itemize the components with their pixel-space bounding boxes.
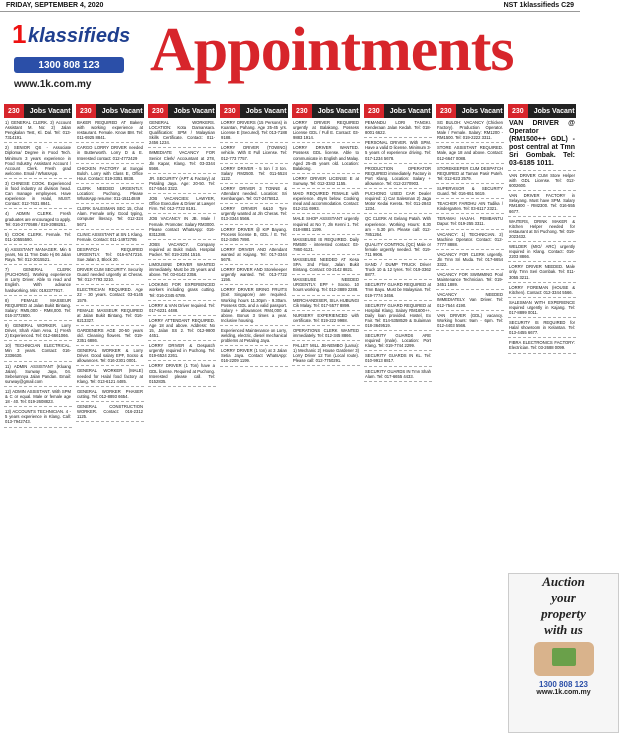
classified-ad[interactable]: OPERATIONS CLERK WANTED immediately. Tel: 012-345 8866.: [292, 326, 360, 341]
auction-promo[interactable]: [508, 573, 619, 733]
classified-ad[interactable]: JR. SECURITY (APT & Factory) at Petaling Jaya. Age: 20-50. Tel: 017-5544 3322.: [148, 174, 216, 194]
classified-ad[interactable]: LORRY & VAN Driver required. Tel: 017-6231 4488.: [148, 301, 216, 316]
classified-ad[interactable]: PUCHONG USED CAR Dealer required: 1) Car Salesman 2) Jaga Motor Kedai Kereta. Tel: 011-2843 1234.: [364, 189, 432, 214]
classified-ad[interactable]: SECURITY GUARDS ARE required (male). Location: Port Klang. Tel: 019-7744 2299.: [364, 331, 432, 351]
page-date: FRIDAY, SEPTEMBER 4, 2020: [6, 2, 104, 9]
classified-ad[interactable]: LORRY DRIVER & Despatch urgently required in Puchong. Tel: 019-6524 2261.: [148, 341, 216, 361]
classified-ad[interactable]: GENERAL WORKER PHASER cutting. Tel: 012-8893 6654.: [76, 387, 144, 402]
column-label: Jobs Vacant: [389, 107, 431, 115]
classified-ad[interactable]: TEACHER FARDHU AIN Tadika / Kindergarten. Tel: 03-6117 2321.: [436, 199, 504, 214]
classified-ad[interactable]: SAND / DUMP TRUCK Driver Truck 10 & 12 tyres. Tel: 019-3362 8877.: [364, 260, 432, 280]
classified-ad[interactable]: GENERAL WORKER (MALE) needed for Halal food factory at Klang. Tel: 013-6121 4485.: [76, 366, 144, 386]
classified-ad[interactable]: SECURITY GUARD REQUIRED at Hospital Klang. Salary RM1600++. Daily loan provided. Hostel, Ex Fair. Tel: 014-5358529 & Sulaiman 018-3649519.: [364, 301, 432, 331]
column-code: 230: [220, 104, 240, 118]
classified-ad[interactable]: CLERK NEEDED URGENTLY. Location: Puchong. Please WhatsApp resume: 011-15114849: [76, 184, 144, 204]
classified-ad[interactable]: 5) COOK CLERK. Female. Tel: 011-10555590.: [4, 230, 72, 245]
classified-ad[interactable]: MASSEUSE IS REQUIRED. Daily RM500 - interested contact: 03-7860 6121.: [292, 235, 360, 255]
classified-ad[interactable]: SECURITY GUARD REQUIRED at Tmn Bayu. Must be Malaysian. Tel: 019-7774 3456.: [364, 280, 432, 300]
hand-money-icon: [534, 642, 594, 676]
classified-ad[interactable]: 6) ASSISTANT MANAGER. Min 5 years, No 11 Tmn Dato Hj 06 Jalan Raya. Tel: 012-3015521.: [4, 245, 72, 265]
classified-ad[interactable]: 8) FEMALE MASSEUR REQUIRED at Jalan Bukit Bintang. Salary: RM5,000 - RM8,000. Tel: 016-3772600.: [4, 296, 72, 321]
column-header: [148, 104, 216, 118]
classified-ad[interactable]: VAN DRIVER @ Operator (RM1500++ GDL) - post central at Tmn Sri Gombak. Tel: 03-6185 1011.: [508, 118, 576, 171]
classified-ad[interactable]: SALESMAN WITH EXPERIENCE required urgently in Kajang. Tel: 017-8899 0011.: [508, 298, 576, 318]
column-6: [364, 104, 432, 733]
classified-ad[interactable]: TERAMAI HAJAH. PEMBANTU Dapur. Tel: 019-255 3311.: [436, 214, 504, 229]
classified-ad[interactable]: SECURITY IS REQUIRED for Halal showroom in Kelantan. Tel: 013-4455 6677.: [508, 318, 576, 338]
classified-ad[interactable]: LORRY DRIVER (1 Ton) have a GDL license. Required at Puchong. Interested please call. Tel: 0152835.: [148, 361, 216, 386]
classified-ad[interactable]: WAITERS, DRINK MAKER & Kitchen Helper needed for restaurant at Sri Puchong. Tel: 019-2023432.: [508, 217, 576, 242]
classified-ad[interactable]: PERSONAL DRIVER. With SPM. Have a valid D license. Minimum 3-5 years of experience driving. Tel: 017-1234 5678.: [364, 138, 432, 163]
classified-ad[interactable]: 12) ADMIN ASSISTANT. With SPM & C or equal. Male or female age 18 - 40. Tel: 019-2608823.: [4, 387, 72, 407]
column-header: [220, 104, 288, 118]
classifieds-columns: [4, 104, 591, 733]
classified-ad[interactable]: CARGO LORRY DRIVER needed in Butterworth. Lorry D & E. Interested contact: 012-4772429: [76, 143, 144, 163]
promo-line: your: [551, 590, 576, 605]
classified-ad[interactable]: VACANCY FOR SWIMMING Pool Maintenance Technician. Tel: 019-3451 1889.: [436, 270, 504, 290]
classified-ad[interactable]: MALE SHOP ASSISTANT urgently required at No 7, Jln Kenni 1. Tel: 018-8881 1199.: [292, 214, 360, 234]
classified-ad[interactable]: FEMALE MASSEUR REQUIRED at Jalan Bukit Bintang. Tel: 016-6213327.: [76, 306, 144, 326]
promo-phone[interactable]: 1300 808 123: [539, 680, 588, 689]
classified-ad[interactable]: VAN DRIVER (GDL) vacancy. Working hours: 9am - 6pm. Tel: 012-4403 5566.: [436, 311, 504, 331]
classified-ad[interactable]: CLERK SALESMAN SEC 15, Chat Alam. Female only. Good typing, computer literacy. Tel: 012-324 5671: [76, 204, 144, 229]
column-label: Jobs Vacant: [461, 107, 503, 115]
top-bar: [0, 0, 580, 12]
classified-ad[interactable]: VAN DRIVER FACTORY in Selayang. Must have SPM. Salary RM1800 - RM2300. Tel: 016-555 6677.: [508, 191, 576, 216]
masthead: [0, 13, 580, 101]
column-4: [220, 104, 288, 733]
column-label: Jobs Vacant: [29, 107, 71, 115]
classified-ad[interactable]: SECURITY GUARDS IN KL. Tel: 010-9913 8817.: [364, 351, 432, 366]
logo-phone[interactable]: 1300 808 123: [14, 57, 124, 73]
classified-ad[interactable]: 4) ADMIN CLERK. Fresh graduates are encouraged to apply. Tel: 016-2770588 / 019-2088251.: [4, 209, 72, 229]
column-label: Jobs Vacant: [245, 107, 287, 115]
column-3: [148, 104, 216, 733]
promo-line: with us: [544, 622, 583, 637]
classified-ad[interactable]: MASSEUSE NEEDED URGENTLY. EPF + Socso. 10 hours working. Tel: 012-3889 2288.: [292, 275, 360, 295]
classified-ad[interactable]: LORRY DRIVER (1 ton) at 3 Jalan Setia Jaya. Contact WhatsApp: 016-2209 1199.: [220, 346, 288, 366]
classified-ad[interactable]: LORRY DRIVER AND Storekeeper urgently wanted. Tel: 013-7722 1156.: [220, 265, 288, 285]
classified-ad[interactable]: LORRY DRIVER (TOWING) vehicle. With E Full License. Tel: 012-773 7757.: [220, 143, 288, 163]
classified-ad[interactable]: STOREKEEPER CUM DESPATCH REQUIRED at Taman Pasir Puteh. Tel: 012-623 2579.: [436, 164, 504, 184]
classified-ad[interactable]: LIMOUSINE DRIVER WANTED immediately. Must be 25 years and above. Tel: 03-6142 2356.: [148, 260, 216, 280]
classified-ad[interactable]: LORRY DRIVER WANTED. Possess GDL license. Able to communicate in English and Malay. Aged 25-45 years old. Location: Balakong.: [292, 143, 360, 173]
promo-line: Auction: [542, 574, 585, 589]
classified-ad[interactable]: CLINIC ASSISTANT at SN 1 Klang. Female. Contact: 011-14972795: [76, 230, 144, 245]
classified-ad[interactable]: LORRY DRIVER LICENSE E at Sunway. Tel: 012-3342 1155.: [292, 174, 360, 189]
logo-word: klassifieds: [28, 25, 131, 47]
column-code: 230: [292, 104, 312, 118]
classified-ad[interactable]: SG BULOH: VACANCY (Chicken Factory). Production Operator. Male / Female. Salary: RM1200 - RM1500. Tel: 019-2222 3311.: [436, 118, 504, 143]
column-header: [436, 104, 504, 118]
classified-ad[interactable]: Experienced Maintenance on Lorry, welding, electric, diesel mechanical problems at Petaling Jaya.: [220, 326, 288, 346]
column-2: [76, 104, 144, 733]
column-label: Jobs Vacant: [317, 107, 359, 115]
column-code: 230: [364, 104, 384, 118]
classified-ad[interactable]: QUALITY CONTROL (QC) Male or female urgently needed. Tel: 019-711 9906.: [364, 240, 432, 260]
column-code: 230: [508, 104, 528, 118]
classified-ad[interactable]: LORRY DRIVER 6&10 Tyre urgently wanted at Jln Cheras. Tel: 013-3344 5566.: [220, 204, 288, 224]
classified-ad[interactable]: IMMEDIATE VACANCY FOR Senior Clerk/ Accountant at 278, Jln Kapar, Klang. Tel: 03-3344 5566.: [148, 148, 216, 173]
column-header: [292, 104, 360, 118]
column-label: Jobs Vacant: [173, 107, 215, 115]
column-label: Jobs Vacant: [533, 107, 575, 115]
classified-ad[interactable]: DRIVER CUM SECURITY. Security Guard needed urgently at Cheras. Tel: 012-7793 3210.: [76, 265, 144, 285]
classified-ad[interactable]: 10) TECHNICIAN ELECTRICAL. Min 3 years. Contact: 016-2336630.: [4, 341, 72, 361]
klassifieds-logo[interactable]: [10, 19, 131, 99]
column-8: [508, 104, 591, 733]
page-title: Appointments: [150, 16, 514, 84]
classified-ad[interactable]: 3) CHINESE COOK. Experienced in food industry at division head. Can manage employees. Have experience in Halal, MUST. Contact: 012-7631 8841.: [4, 179, 72, 209]
column-code: 230: [76, 104, 96, 118]
classified-ad[interactable]: BAKER REQUIRED AT Bakery with working experience at restaurant. Female. Know BM. Tel: 011-6925 8841.: [76, 118, 144, 143]
classified-ad[interactable]: CHICKEN FACTORY at Sungai Buloh. Lorry with Class E, Office Hour. Contact: 019-3351 8838.: [76, 164, 144, 184]
column-header: [76, 104, 144, 118]
logo-number: 1: [12, 19, 27, 49]
classified-ad[interactable]: JOB VACANCY IN JB. Male / Female. Promoter. Salary RM3000. Please contact WhatsApp: 016-8311288.: [148, 214, 216, 239]
classified-ad[interactable]: 2) SENIOR QS - Associate Diploma/ Degree in Food Tech. Minimum 3 years experience in Food Industry. Assistant Account / Account Clerk. Fresh grad welcome. Email / WhatsApp.: [4, 143, 72, 179]
classified-ad[interactable]: 13) ACCOUNTS TECHNICIAN. 4 - 5 years experience in Klang. Call: 013-7942743.: [4, 407, 72, 427]
classified-ad[interactable]: GENERAL WORKERS. LOCATION: Kota Damansara. Qualification: SPM / Malaysian Skills Certificate. Contact: 011-2456 1234.: [148, 118, 216, 148]
classified-ad[interactable]: VAN DRIVER CUM Store Helper with GDL License. Tel: 012-6002600.: [508, 171, 576, 191]
classified-ad[interactable]: LORRY DRIVER 3 TONNE & Attendant needed. Location: Sri Kembangan. Tel: 017-2475812.: [220, 184, 288, 204]
classified-ad[interactable]: WELDER (MIG/ ARC) urgently required in Klang. Contact: 016-2203 8866.: [508, 242, 576, 262]
classified-ad[interactable]: PALLET MILL JB-NEMBO (Lama): 1) Mechanic 2) House Gardener 3) Lorry Driver 12 Ton (Local route). Please call: 012-7750291.: [292, 341, 360, 366]
classified-ad[interactable]: PEMANDU LORI TANGKI. Kenderaan Jalan Kedah. Tel: 018-8001 6622.: [364, 118, 432, 138]
classified-ad[interactable]: LORRY DRIVER - 5 ton / 3 ton. Salary RM2500. Tel: 011-5524 1122.: [220, 164, 288, 184]
column-header: [4, 104, 72, 118]
classified-ad[interactable]: VACANCY: 1) TECHNICIAN. 2) Machine Operator. Contact: 012-7777 8888.: [436, 230, 504, 250]
column-code: 230: [148, 104, 168, 118]
classified-ad[interactable]: GARDENERS AGE 20-50 years old. Cleaning flowers. Tel: 019-2351 6886.: [76, 326, 144, 346]
classified-ad[interactable]: STORE ASSISTANT REQUIRED. Male, age 18 and above. Contact: 012-6647 0088.: [436, 143, 504, 163]
classified-ad[interactable]: 7) GENERAL CLERK (PUCHONG). Working experience in Lorry Driver. Able to read and English. With advance hardworking. Min: 0192377917.: [4, 265, 72, 295]
column-code: 230: [4, 104, 24, 118]
classified-ad[interactable]: LOOKING FOR EXPERIENCED workers including grass cutting. Tel: 016-2345 6789.: [148, 280, 216, 300]
column-1: [4, 104, 72, 733]
classified-ad[interactable]: GENERAL CONSTRUCTION WORKER. Contact: 016-2312 1125.: [76, 402, 144, 422]
classified-ad[interactable]: LORRY DRIVER AND Attendant wanted at Kajang. Tel: 017-3344 5678.: [220, 245, 288, 265]
page-section: NST 1klassifieds C29: [503, 2, 574, 9]
classified-ad[interactable]: 1) GENERAL CLERK. 2) Account Assistant M. No: 2) Jalan Pengkalan Test, Kl. Dal. Tel: 013-7314191.: [4, 118, 72, 143]
classified-ad[interactable]: DESPATCH REQUIRED URGENTLY. Tel: 016-6747216. Sue Jalan 3, Block 20.: [76, 245, 144, 265]
classified-ad[interactable]: 11) ADMIN ASSISTANT (Kluang Jalan). Sunway Jaya, 04. Sebelumnya Jalan Pandan. Email: sunway@gmail.com: [4, 362, 72, 387]
classified-ad[interactable]: NURSERY EXPERIENCED with certificate. Tel: 019-222 9988.: [292, 311, 360, 326]
classified-ad[interactable]: LORRY DRIVER REQUIRED urgently at Balakong. Possess License GDL / Full E. Contact: 03-9883 1914.: [292, 118, 360, 143]
classified-ad[interactable]: MAID REQUIRED FEMALE with experience. 45yrs below. Cooking meal and accommodation. Contact: 012-211 6993.: [292, 189, 360, 214]
logo-url[interactable]: www.1k.com.my: [14, 79, 92, 90]
classified-ad[interactable]: LORRY ATTENDANT REQUIRED. Age 18 and above. Address: No 15, Jalan SS 2. Tel: 012-9800 4451.: [148, 316, 216, 341]
classified-ad[interactable]: VACANCY NEEDED IMMEDIATELY. Van Driver. Tel: 012-7544 4190.: [436, 290, 504, 310]
promo-url[interactable]: www.1k.com.my: [536, 689, 591, 696]
column-header: [364, 104, 432, 118]
classified-ad[interactable]: MASSEUSE NEEDED AT Kesa SPA. 2nd Floor, Jalan Bukit Bintang. Contact: 03-2142 8821.: [292, 255, 360, 275]
classified-ad[interactable]: QC CLERK At Gelang Patah. With experience. Working Hours: 8.30 am - 5.30 pm. Please call: 012-7851264.: [364, 214, 432, 239]
promo-line: property: [541, 606, 586, 621]
column-7: [436, 104, 504, 733]
classified-ad[interactable]: SECURITY GUARDS IN Tmn Shah Alam. Tel: 017-6655 4433.: [364, 367, 432, 382]
classified-ad[interactable]: VACANCY FOR CLERK urgently. Jln Tmn Sri Muda. Tel: 017-6654 3322.: [436, 250, 504, 270]
classified-ad[interactable]: LORRY DRIVER BRING FRUITS (Exit Singapore) are required. Working hours 11.30pm - 9.30am. Possess GDL and a valid passport. Salary + allowances RM4,000 & above. Bonus 3 times a year. Inclusive housing.: [220, 285, 288, 326]
classified-ad[interactable]: SUPERVISOR & SECURITY Guard. Tel: 016-651 5619.: [436, 184, 504, 199]
column-label: Jobs Vacant: [101, 107, 143, 115]
classified-ad[interactable]: ELECTRICIAN REQUIRED. Age 22 - 30 years. Contact: 03-6145 1579.: [76, 285, 144, 305]
classified-ad[interactable]: JOBS VACANCY. Company required at Bukit Indah. Hospital Packer. Tel: 019-2204 1516.: [148, 240, 216, 260]
classified-ad[interactable]: LORRY DRIVER NEEDED. Male only. Tmn Seri Gombak. Tel: 011-3055 3211.: [508, 262, 576, 282]
classified-ad[interactable]: MERCHANDISER, SILA HUBUNGI Cik Malay. Tel: 017-5577 8899.: [292, 296, 360, 311]
classified-ad[interactable]: LORRY DRIVER @ KIP Bayang. Process license B, GDL / E. Tel: 012-3456 7890.: [220, 225, 288, 245]
classified-ad[interactable]: LORRY DRIVERS (15 Persons) in Kuantan, Pahang. Age 25-45 yrs. License E (Secured). Tel: 013-7188 9188.: [220, 118, 288, 143]
column-5: [292, 104, 360, 733]
classified-ad[interactable]: 9) GENERAL WORKER. Lorry Driver, Shah Alam Area. 1) Fresh 2) Experienced. Tel: 012-6661066.: [4, 321, 72, 341]
classified-ad[interactable]: FIBRA ELECTRONICS FACTORY: Electrician. Tel: 03-2688 0099.: [508, 338, 576, 353]
column-header: [508, 104, 576, 118]
classified-ad[interactable]: JOB VACANCIES: LAWYER, Office Executive & Driver at Lawyer Firm. Tel: 012-7722 8191.: [148, 194, 216, 214]
classified-ad[interactable]: GENERAL WORKER & Lorry Driver. Good salary EPF, Socso & allowances. Tel: 016-2301 0001.: [76, 346, 144, 366]
classified-ad[interactable]: PRODUCTION OPERATOR REQUIRED immediately. Factory in Port Klang. Location: Salary + allowance. Tel: 012-2270903.: [364, 164, 432, 189]
classified-ad[interactable]: LORRY FOREMAN (HOUSE & Kitchen). Contact: 012-3344 5566.: [508, 283, 576, 298]
column-code: 230: [436, 104, 456, 118]
